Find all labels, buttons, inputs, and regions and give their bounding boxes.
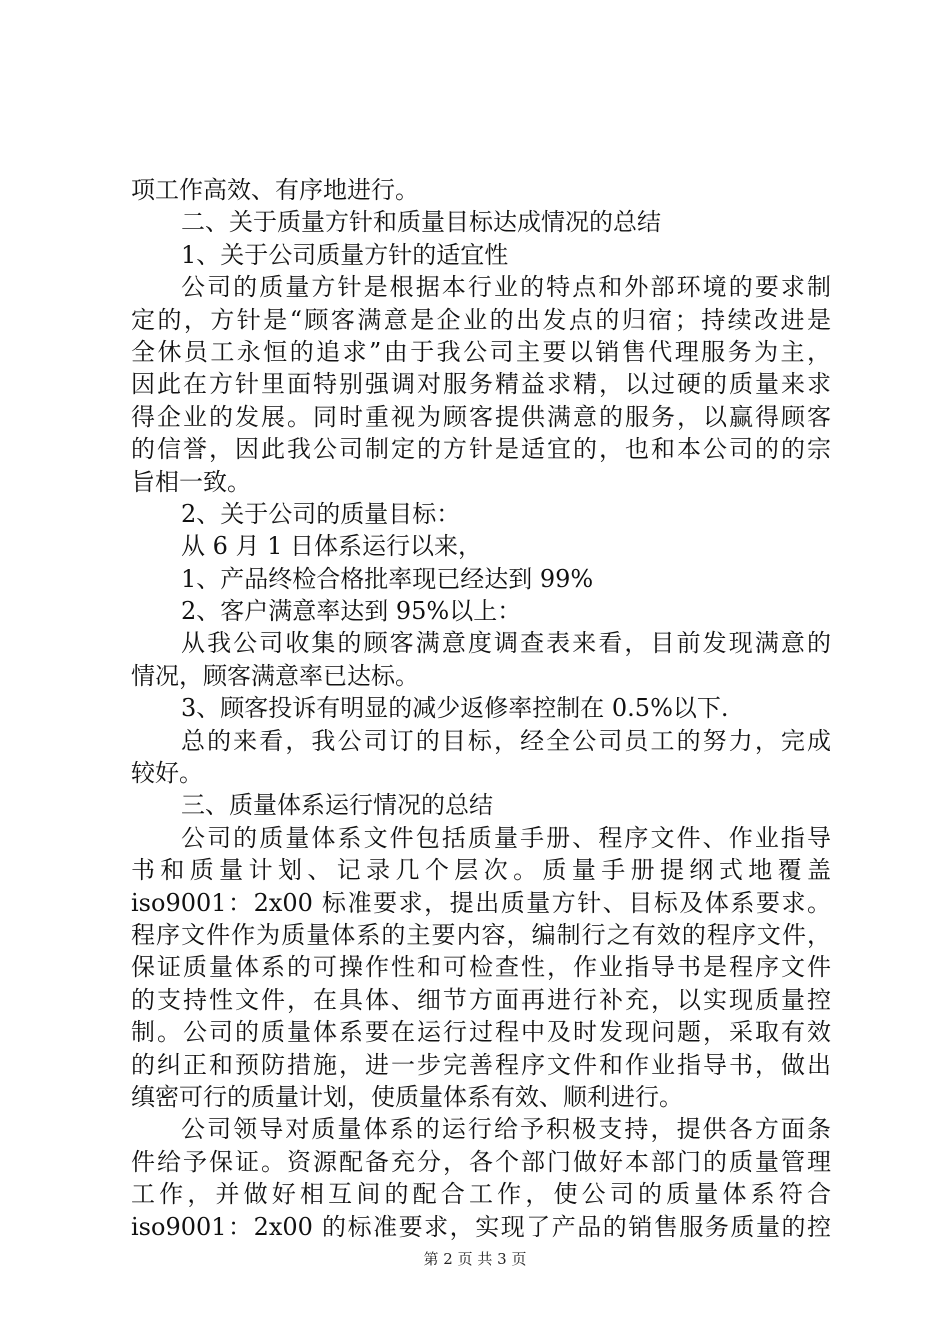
text-line: 工作，并做好相互间的配合工作，使公司的质量体系符合	[131, 1180, 831, 1209]
document-body	[131, 174, 831, 1243]
text-line: 件给予保证。资源配备充分，各个部门做好本部门的质量管理	[131, 1147, 831, 1176]
text-line: 旨相一致。	[131, 467, 251, 496]
text-line: 公司领导对质量体系的运行给予积极支持，提供各方面条	[181, 1115, 831, 1144]
text-line: 二、关于质量方针和质量目标达成情况的总结	[181, 208, 661, 237]
text-line: iso9001：2x00 的标准要求，实现了产品的销售服务质量的控	[131, 1212, 831, 1241]
text-line: 公司的质量方针是根据本行业的特点和外部环境的要求制	[181, 273, 831, 302]
text-line: 2、客户满意率达到 95%以上：	[181, 597, 522, 626]
text-line: 1、关于公司质量方针的适宜性	[181, 240, 509, 269]
page-footer: 第 2 页 共 3 页	[423, 1250, 527, 1268]
text-line: 总的来看，我公司订的目标，经全公司员工的努力，完成	[181, 726, 831, 755]
text-line: 项工作高效、有序地进行。	[131, 176, 419, 204]
text-line: 的纠正和预防措施，进一步完善程序文件和作业指导书，做出	[131, 1050, 831, 1079]
text-line: 3、顾客投诉有明显的减少返修率控制在 0.5%以下.	[181, 694, 729, 723]
text-line: 程序文件作为质量体系的主要内容，编制行之有效的程序文件，	[131, 920, 831, 949]
text-line: 三、质量体系运行情况的总结	[181, 791, 493, 820]
text-line: 全休员工永恒的追求”由于我公司主要以销售代理服务为主，	[131, 337, 831, 366]
text-line: 书和质量计划、记录几个层次。质量手册提纲式地覆盖	[131, 856, 831, 885]
text-line: 的支持性文件，在具体、细节方面再进行补充，以实现质量控	[131, 985, 831, 1014]
text-line: 公司的质量体系文件包括质量手册、程序文件、作业指导	[181, 823, 831, 852]
text-line: 从我公司收集的顾客满意度调查表来看，目前发现满意的	[181, 629, 831, 658]
text-line: 定的，方针是“顾客满意是企业的出发点的归宿；持续改进是	[131, 305, 831, 334]
text-line: 的信誉，因此我公司制定的方针是适宜的，也和本公司的的宗	[131, 435, 831, 464]
text-line: 保证质量体系的可操作性和可检查性，作业指导书是程序文件	[131, 953, 831, 982]
text-line: 缜密可行的质量计划，使质量体系有效、顺利进行。	[131, 1082, 683, 1111]
text-line: 得企业的发展。同时重视为顾客提供满意的服务，以赢得顾客	[131, 402, 831, 431]
text-line: 1、产品终检合格批率现已经达到 99%	[181, 564, 594, 593]
text-line: 情况，顾客满意率已达标。	[131, 661, 419, 690]
text-line: 制。公司的质量体系要在运行过程中及时发现问题，采取有效	[131, 1018, 831, 1047]
text-line: 较好。	[131, 759, 203, 788]
text-line: 因此在方针里面特别强调对服务精益求精，以过硬的质量来求	[131, 370, 831, 399]
text-line: iso9001：2x00 标准要求，提出质量方针、目标及体系要求。	[131, 888, 831, 917]
text-line: 从 6 月 1 日体系运行以来，	[181, 532, 483, 561]
text-line: 2、关于公司的质量目标：	[181, 499, 461, 528]
